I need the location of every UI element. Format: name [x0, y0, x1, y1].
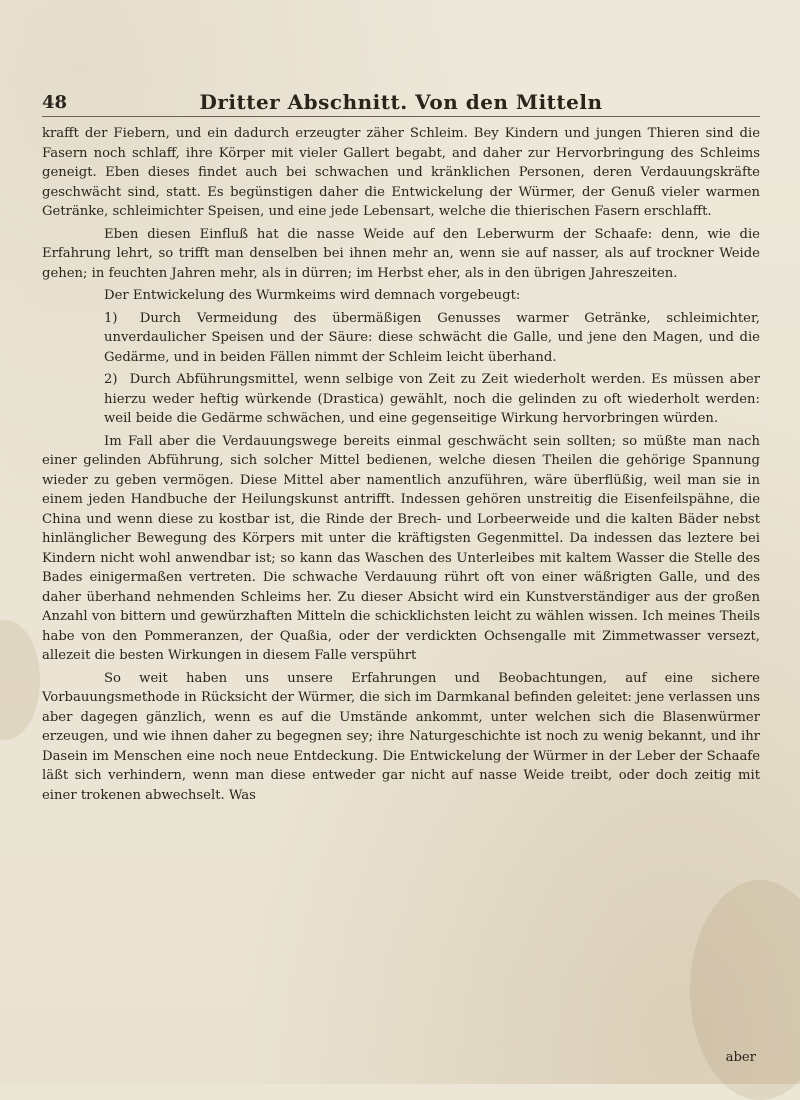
- numbered-paragraph: [42, 309, 760, 368]
- paragraph-text: Eben diesen Einfluß hat die nasse Weide auf den Leberwurm der Schaafe: denn, wie die Erfahrung lehrt, so trifft man denselben bei ihnen mehr an, wenn sie auf nasser, als auf trockner Weide gehen; in feuchten Jahren mehr, als in dürren; im Herbst eher, als in den übrigen Jahreszeiten.: [42, 226, 760, 281]
- paragraph-text: Durch Vermeidung des übermäßigen Genusses warmer Getränke, schleimichter, unverdaulicher Speisen und der Säure: diese schwächt die Galle, und jene den Magen, und die Gedärme, und in beiden Fällen nimmt der Schleim leicht überhand.: [104, 310, 760, 365]
- running-head: Dritter Abschnitt. Von den Mitteln: [199, 90, 603, 114]
- paragraph: [42, 432, 760, 666]
- paragraph: [42, 225, 760, 284]
- paragraph-text: So weit haben uns unsere Erfahrungen und Beobachtungen, auf eine sichere Vorbauungsmethode in Rücksicht der Würmer, die sich im Darmkanal befinden geleitet: jene verlassen uns aber dagegen gänzlich, wenn es auf die Umstände ankommt, unter welchen sich die Blasenwürmer erzeugen, und wie ihnen daher zu begegnen sey; ihre Naturgeschichte ist noch zu wenig bekannt, und ihr Dasein im Menschen eine noch neue Entdeckung. Die Entwickelung der Würmer in der Leber der Schaafe läßt sich verhindern, wenn man diese entweder gar nicht auf nasse Weide treibt, oder doch zeitig mit einer trokenen abwechselt. Was: [42, 670, 760, 803]
- paragraph-text: Der Entwickelung des Wurmkeims wird demnach vorgebeugt:: [104, 288, 521, 303]
- paragraph-text: Durch Abführungsmittel, wenn selbige von Zeit zu Zeit wiederholt werden. Es müssen aber hierzu weder heftig würkende (Drastica) gewählt, noch die gelinden zu oft wiederholt werden: weil beide die Gedärme schwächen, und eine gegenseitige Wirkung hervorbringen würden.: [104, 372, 760, 426]
- numbered-paragraph: [42, 370, 760, 429]
- paragraph: [42, 124, 760, 222]
- catchword: aber: [725, 1050, 756, 1065]
- paper-stain: [0, 620, 40, 740]
- paragraph-text: krafft der Fiebern, und ein dadurch erzeugter zäher Schleim. Bey Kindern und jungen Thieren sind die Fasern noch schlaff, ihre Körper mit vieler Gallert begabt, and daher zur Hervorbringung des Schleims geneigt. Eben dieses findet auch bei schwachen und kränklichen Personen, deren Verdauungskräfte geschwächt sind, statt. Es begünstigen daher die Entwickelung der Würmer, der Genuß vieler warmen Getränke, schleimichter Speisen, und eine jede Lebensart, welche die thierischen Fasern erschlafft.: [42, 126, 760, 219]
- paper-stain: [690, 880, 800, 1100]
- paragraph: [42, 286, 760, 306]
- paragraph-text: Im Fall aber die Verdauungswege bereits einmal geschwächt sein sollten; so müßte man nach einer gelinden Abführung, sich solcher Mittel bedienen, welche diesen Theilen die gehörige Spannung wieder zu geben vermögen. Diese Mittel aber namentlich anzuführen, wäre überflüßig, weil man sie in einem jeden Handbuche der Heilungskunst antrifft. Indessen gehören unstreitig die Eisenfeilspähne, die China und wenn diese zu kostbar ist, die Rinde der Brech- und Lorbeerweide und die kalten Bäder nebst hinlänglicher Bewegung des Körpers mit unter die kräftigsten Gegenmittel. Da indessen das leztere bei Kindern nicht wohl anwendbar ist; so kann das Waschen des Unterleibes mit kaltem Wasser die Stelle des Bades einigermaßen vertreten. Die schwache Verdauung rührt oft von einer wäßrigten Galle, und des daher überhand nehmenden Schleims her. Zu dieser Absicht wird ein Kunstverständiger aus der großen Anzahl von bittern und gewürzhaften Mitteln die schicklichsten leicht zu wählen wissen. Ich meines Theils habe von den Pommeranzen, der Quaßia, oder der verdickten Ochsengalle mit Zimmetwasser versezt, allezeit die besten Wirkungen in diesem Falle verspührt: [42, 433, 760, 663]
- item-number: 1): [104, 310, 118, 326]
- paragraph: [42, 669, 760, 806]
- page-header: [42, 86, 760, 117]
- item-number: 2): [104, 372, 118, 387]
- page-body: [42, 124, 760, 808]
- page-number: 48: [42, 92, 68, 113]
